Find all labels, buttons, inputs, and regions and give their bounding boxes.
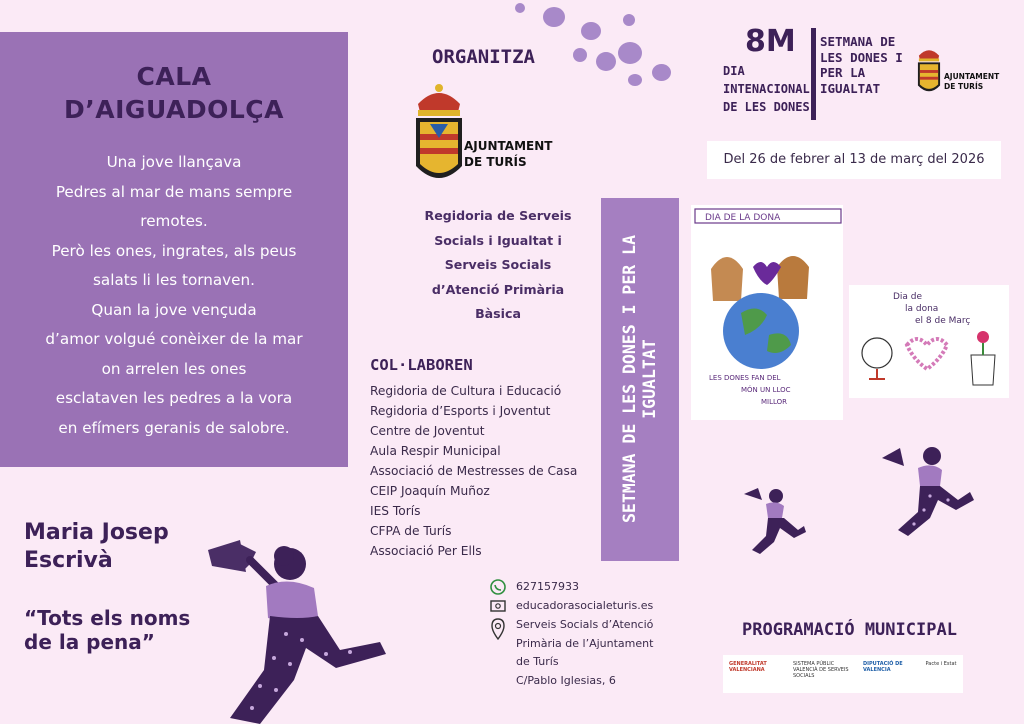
- list-item: Regidoria d’Esports i Joventut: [370, 404, 551, 418]
- vertical-banner-line-1: SETMANA DE LES DONES I PER LA: [620, 234, 639, 524]
- coat-of-arms-icon: [412, 82, 466, 190]
- list-item: Aula Respir Municipal: [370, 444, 501, 458]
- address-line: Primària de l’Ajuntament: [516, 636, 654, 650]
- poem-title: [0, 60, 348, 126]
- drawing2-text-1: Dia de: [893, 292, 923, 302]
- phone-number: 627157933: [516, 580, 579, 593]
- poem-line: Quan la jove vençuda: [91, 300, 257, 319]
- organizer-department: [405, 204, 591, 327]
- logo-text-line-2: DE TURÍS: [464, 155, 527, 169]
- address-line: C/Pablo Iglesias, 6: [516, 673, 616, 687]
- decorative-dot: [581, 22, 601, 40]
- woman-megaphone-illustration: [190, 530, 390, 724]
- poem-line: en efímers geranis de salobre.: [58, 418, 290, 437]
- drawing2-text-3: el 8 de Març: [915, 316, 971, 326]
- book-line-2: de la pena”: [24, 630, 155, 654]
- department-line: Socials i Igualtat i: [434, 232, 562, 248]
- sponsor-sistema-public: SISTEMA PÚBLIC VALENCIÀ DE SERVEIS SOCIALS: [793, 661, 849, 679]
- vertical-banner-text: [620, 209, 660, 549]
- setmana-line: PER LA: [820, 65, 866, 80]
- setmana-heading: [820, 34, 903, 96]
- book-line-1: “Tots els noms: [24, 606, 191, 630]
- author-line-1: Maria Josep: [24, 520, 169, 545]
- drawing-caption-3: MILLOR: [761, 398, 788, 406]
- child-drawing-heart: [849, 285, 1009, 398]
- running-woman-small: [738, 486, 808, 558]
- drawing-earth-image: [691, 205, 843, 420]
- 8m-heading: 8M: [745, 24, 796, 59]
- sponsor-pacte-estat: Pacte i Estat: [925, 661, 957, 667]
- contact-block: [490, 578, 653, 690]
- department-line: Regidoria de Serveis: [424, 208, 572, 223]
- poem-line: on arrelen les ones: [101, 359, 247, 378]
- running-woman-large: [878, 440, 978, 540]
- drawing2-text-2: la dona: [905, 304, 939, 314]
- sponsor-logos: [723, 655, 963, 693]
- poem-line: Pedres al mar de mans sempre: [55, 182, 293, 201]
- logo-text-line-2: DE TURÍS: [944, 82, 984, 91]
- 8m-subtitle: [723, 62, 810, 116]
- list-item: CFPA de Turís: [370, 524, 452, 538]
- drawing-caption-1: LES DONES FAN DEL: [709, 374, 781, 382]
- book-title: [24, 606, 190, 654]
- vertical-banner-line-2: IGUALTAT: [640, 339, 659, 419]
- sponsor-generalitat: GENERALITAT VALENCIANA: [729, 661, 767, 673]
- address-line: de Turís: [516, 655, 559, 668]
- decorative-dot: [628, 74, 642, 86]
- programacio-heading: PROGRAMACIÓ MUNICIPAL: [742, 620, 957, 640]
- list-item: Regidoria de Cultura i Educació: [370, 384, 562, 398]
- vertical-banner-text-wrap: [601, 198, 679, 561]
- logo-text-line-1: AJUNTAMENT: [944, 72, 1000, 81]
- decorative-dot: [652, 64, 671, 81]
- drawing-heart-image: [849, 285, 1009, 398]
- poem-title-line-1: CALA: [136, 62, 212, 91]
- list-item: IES Torís: [370, 504, 421, 518]
- drawing-title: DIA DE LA DONA: [705, 213, 781, 223]
- list-item: Associació Per Ells: [370, 544, 482, 558]
- logo-text-line-1: AJUNTAMENT: [464, 139, 553, 153]
- ajuntament-logo-small: [916, 42, 1016, 102]
- drawing-caption-2: MÓN UN LLOC: [741, 386, 791, 394]
- poem-line: Una jove llançava: [106, 153, 242, 171]
- 8m-subtitle-line: DE LES DONES: [723, 100, 810, 114]
- 8m-subtitle-line: DIA: [723, 64, 745, 78]
- department-line: d’Atenció Primària: [431, 281, 565, 297]
- department-line: Bàsica: [475, 306, 521, 321]
- poem-line: d’amor volgué conèixer de la mar: [45, 330, 303, 348]
- department-line: Serveis Socials: [444, 257, 552, 272]
- location-pin-icon: [490, 618, 506, 640]
- poem-panel: [0, 32, 348, 467]
- poem-line: Però les ones, ingrates, als peus: [51, 241, 297, 260]
- setmana-line: LES DONES I: [820, 49, 903, 65]
- vertical-banner: [601, 198, 679, 561]
- poem-line: remotes.: [140, 212, 208, 230]
- author-line-2: Escrivà: [24, 548, 113, 573]
- decorative-dot: [596, 52, 616, 71]
- organitza-heading: ORGANITZA: [432, 46, 535, 68]
- poem-title-line-2: D’AIGUADOLÇA: [64, 95, 284, 124]
- setmana-line: IGUALTAT: [820, 80, 881, 96]
- event-dates: Del 26 de febrer al 13 de març del 2026: [707, 141, 1001, 179]
- email-icon: [490, 598, 506, 614]
- setmana-line: SETMANA DE: [820, 34, 896, 49]
- coat-of-arms-icon: [916, 42, 942, 100]
- decorative-dot: [515, 3, 525, 13]
- child-drawing-earth: [691, 205, 843, 420]
- 8m-subtitle-line: INTENACIONAL: [723, 82, 810, 96]
- list-item: Centre de Joventut: [370, 424, 485, 438]
- email-address: educadorasocialeturis.es: [516, 599, 654, 612]
- whatsapp-icon: [490, 579, 506, 595]
- list-item: Associació de Mestresses de Casa: [370, 464, 578, 478]
- decorative-dot: [573, 48, 587, 62]
- decorative-dot: [618, 42, 642, 64]
- decorative-dot: [623, 14, 635, 26]
- header-divider: [811, 28, 816, 120]
- decorative-dot: [543, 7, 565, 27]
- author-name: [24, 519, 169, 575]
- poem-line: esclataven les pedres a la vora: [55, 389, 293, 407]
- poem-line: salats li les tornaven.: [93, 271, 255, 289]
- poem-text: [0, 148, 348, 443]
- sponsor-diputacio: DIPUTACIÓ DE VALENCIA: [863, 661, 903, 673]
- ajuntament-logo: [412, 82, 572, 192]
- list-item: CEIP Joaquín Muñoz: [370, 484, 490, 498]
- collaborators-list: [370, 381, 577, 561]
- address-line: Serveis Socials d’Atenció: [516, 618, 654, 631]
- colaboren-heading: COL·LABOREN: [370, 356, 473, 374]
